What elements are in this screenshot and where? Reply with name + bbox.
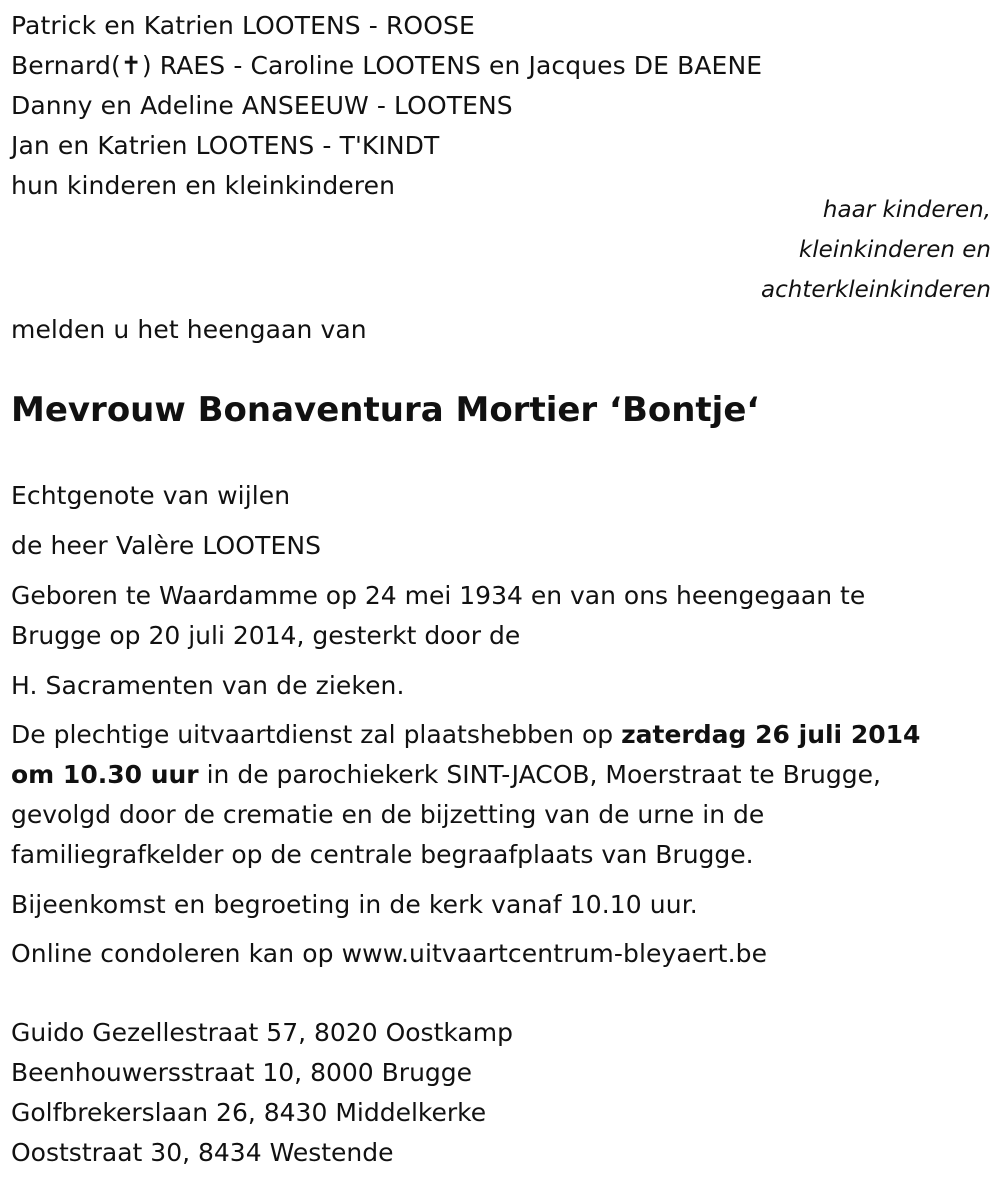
family-line: hun kinderen en kleinkinderen xyxy=(11,171,396,200)
gathering-text: Bijeenkomst en begroeting in de kerk vanaf 10.10 uur. xyxy=(11,890,698,919)
service-location: in de parochiekerk SINT-JACOB, Moerstraat te Brugge, xyxy=(198,760,881,789)
sacraments-text: H. Sacramenten van de zieken. xyxy=(11,671,405,700)
deceased-name: Mevrouw Bonaventura Mortier ‘Bontje‘ xyxy=(11,390,760,430)
service-line: familiegrafkelder op de centrale begraafplaats van Brugge. xyxy=(11,840,754,869)
mourners-line: haar kinderen, xyxy=(822,197,991,223)
service-time: om 10.30 uur xyxy=(11,760,199,789)
mourners-line: achterkleinkinderen xyxy=(761,277,991,303)
service-paragraph xyxy=(11,715,971,875)
online-condolence-text: Online condoleren kan op www.uitvaartcentrum-bleyaert.be xyxy=(11,939,768,968)
family-list xyxy=(11,6,762,206)
family-line: Bernard(✝) RAES - Caroline LOOTENS en Jacques DE BAENE xyxy=(11,51,763,80)
service-date: zaterdag 26 juli 2014 xyxy=(621,720,921,749)
mourners-list xyxy=(761,190,991,310)
mourners-line: kleinkinderen en xyxy=(798,237,991,263)
service-line xyxy=(11,755,971,795)
address-line: Guido Gezellestraat 57, 8020 Oostkamp xyxy=(11,1018,513,1047)
address-line: Golfbrekerslaan 26, 8430 Middelkerke xyxy=(11,1098,487,1127)
family-line: Danny en Adeline ANSEEUW - LOOTENS xyxy=(11,91,513,120)
birth-line: Geboren te Waardamme op 24 mei 1934 en van ons heengegaan te xyxy=(11,581,866,610)
service-line xyxy=(11,715,971,755)
address-line: Beenhouwersstraat 10, 8000 Brugge xyxy=(11,1058,473,1087)
birth-death-paragraph xyxy=(11,576,971,656)
birth-line: Brugge op 20 juli 2014, gesterkt door de xyxy=(11,621,521,650)
address-line: Ooststraat 30, 8434 Westende xyxy=(11,1138,394,1167)
family-line: Patrick en Katrien LOOTENS - ROOSE xyxy=(11,11,475,40)
service-line: gevolgd door de crematie en de bijzetting van de urne in de xyxy=(11,800,765,829)
spouse-line: de heer Valère LOOTENS xyxy=(11,531,322,560)
announcement-text: melden u het heengaan van xyxy=(11,315,367,344)
spouse-line: Echtgenote van wijlen xyxy=(11,481,291,510)
address-list xyxy=(11,1013,513,1173)
service-intro: De plechtige uitvaartdienst zal plaatshebben op xyxy=(11,720,622,749)
obituary-notice xyxy=(11,0,991,1187)
family-line: Jan en Katrien LOOTENS - T'KINDT xyxy=(11,131,440,160)
